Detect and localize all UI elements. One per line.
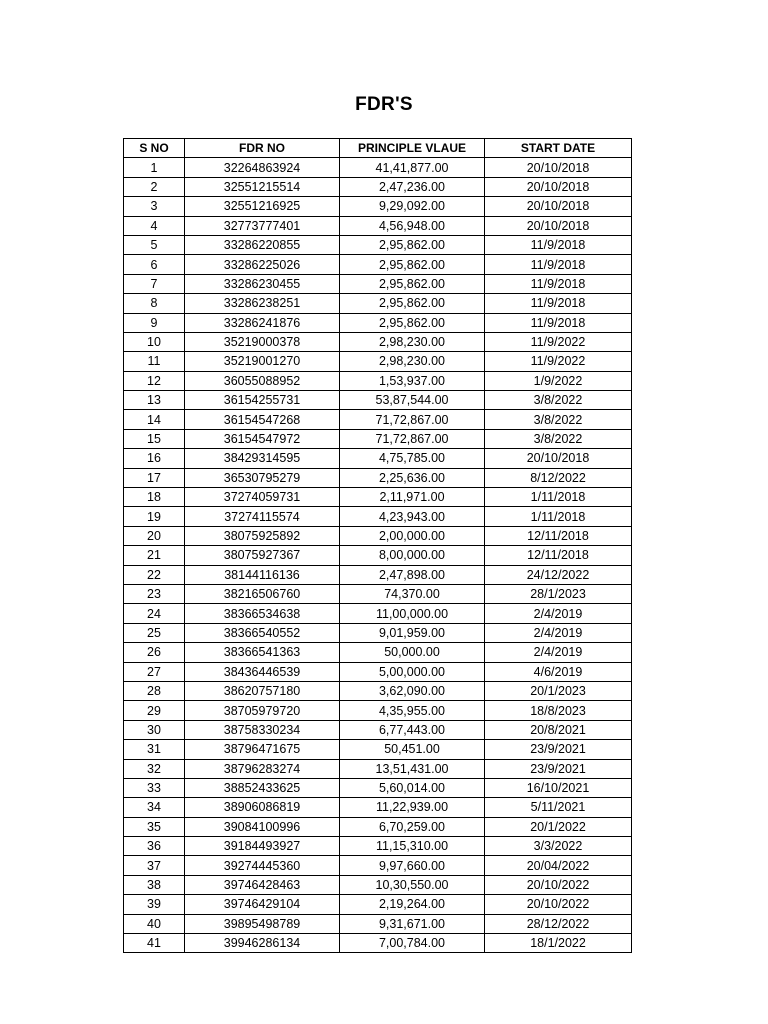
cell-start-date: 3/3/2022 [485,837,632,856]
cell-sno: 27 [124,662,185,681]
cell-start-date: 3/8/2022 [485,429,632,448]
column-header-start-date: START DATE [485,139,632,158]
cell-principle-value: 2,11,971.00 [340,488,485,507]
cell-fdr-no: 38429314595 [185,449,340,468]
table-row [124,740,632,759]
cell-principle-value: 2,95,862.00 [340,294,485,313]
table-row [124,488,632,507]
cell-start-date: 20/10/2022 [485,875,632,894]
table-row [124,449,632,468]
cell-start-date: 24/12/2022 [485,565,632,584]
cell-principle-value: 2,19,264.00 [340,895,485,914]
cell-sno: 28 [124,681,185,700]
cell-start-date: 11/9/2018 [485,294,632,313]
cell-sno: 25 [124,623,185,642]
cell-sno: 21 [124,546,185,565]
cell-start-date: 3/8/2022 [485,391,632,410]
table-row [124,778,632,797]
cell-principle-value: 4,23,943.00 [340,507,485,526]
cell-principle-value: 2,98,230.00 [340,352,485,371]
cell-fdr-no: 38075925892 [185,526,340,545]
cell-start-date: 12/11/2018 [485,526,632,545]
cell-sno: 2 [124,177,185,196]
cell-principle-value: 9,01,959.00 [340,623,485,642]
cell-principle-value: 3,62,090.00 [340,681,485,700]
cell-principle-value: 71,72,867.00 [340,410,485,429]
cell-sno: 32 [124,759,185,778]
table-row [124,856,632,875]
cell-fdr-no: 38906086819 [185,798,340,817]
cell-start-date: 4/6/2019 [485,662,632,681]
cell-sno: 9 [124,313,185,332]
table-row [124,216,632,235]
table-row [124,391,632,410]
table-row [124,526,632,545]
cell-sno: 3 [124,197,185,216]
table-row [124,468,632,487]
cell-start-date: 18/8/2023 [485,701,632,720]
cell-start-date: 20/10/2018 [485,449,632,468]
cell-fdr-no: 39946286134 [185,934,340,953]
table-row [124,895,632,914]
cell-principle-value: 41,41,877.00 [340,158,485,177]
cell-principle-value: 2,47,898.00 [340,565,485,584]
table-row [124,817,632,836]
cell-sno: 36 [124,837,185,856]
cell-start-date: 20/8/2021 [485,720,632,739]
cell-start-date: 1/11/2018 [485,507,632,526]
cell-sno: 12 [124,371,185,390]
cell-start-date: 28/12/2022 [485,914,632,933]
cell-principle-value: 4,56,948.00 [340,216,485,235]
table-body [124,158,632,953]
table-row [124,759,632,778]
table-row [124,546,632,565]
cell-sno: 10 [124,332,185,351]
cell-sno: 35 [124,817,185,836]
cell-principle-value: 10,30,550.00 [340,875,485,894]
cell-principle-value: 5,00,000.00 [340,662,485,681]
cell-fdr-no: 38705979720 [185,701,340,720]
cell-fdr-no: 39746429104 [185,895,340,914]
cell-sno: 38 [124,875,185,894]
table-row [124,565,632,584]
cell-start-date: 20/10/2018 [485,177,632,196]
cell-principle-value: 4,75,785.00 [340,449,485,468]
cell-fdr-no: 33286230455 [185,274,340,293]
cell-fdr-no: 32551215514 [185,177,340,196]
table-row [124,934,632,953]
cell-fdr-no: 39084100996 [185,817,340,836]
cell-sno: 37 [124,856,185,875]
cell-start-date: 8/12/2022 [485,468,632,487]
cell-principle-value: 11,15,310.00 [340,837,485,856]
fdr-table [123,138,632,953]
table-row [124,158,632,177]
cell-principle-value: 11,22,939.00 [340,798,485,817]
cell-fdr-no: 38216506760 [185,584,340,603]
cell-fdr-no: 35219001270 [185,352,340,371]
cell-fdr-no: 33286220855 [185,235,340,254]
table-row [124,681,632,700]
cell-fdr-no: 38436446539 [185,662,340,681]
cell-start-date: 20/10/2018 [485,216,632,235]
cell-sno: 6 [124,255,185,274]
cell-start-date: 2/4/2019 [485,643,632,662]
cell-principle-value: 9,29,092.00 [340,197,485,216]
cell-fdr-no: 36154547972 [185,429,340,448]
cell-principle-value: 4,35,955.00 [340,701,485,720]
cell-start-date: 11/9/2018 [485,255,632,274]
table-row [124,643,632,662]
cell-sno: 4 [124,216,185,235]
cell-sno: 20 [124,526,185,545]
cell-fdr-no: 37274115574 [185,507,340,526]
table-row [124,313,632,332]
table-row [124,294,632,313]
table-row [124,720,632,739]
table-row [124,274,632,293]
cell-sno: 34 [124,798,185,817]
cell-start-date: 28/1/2023 [485,584,632,603]
cell-sno: 41 [124,934,185,953]
table-row [124,429,632,448]
table-row [124,701,632,720]
cell-principle-value: 9,31,671.00 [340,914,485,933]
cell-principle-value: 53,87,544.00 [340,391,485,410]
cell-sno: 15 [124,429,185,448]
cell-sno: 7 [124,274,185,293]
cell-principle-value: 2,95,862.00 [340,255,485,274]
cell-principle-value: 2,00,000.00 [340,526,485,545]
cell-start-date: 23/9/2021 [485,759,632,778]
cell-sno: 14 [124,410,185,429]
table-row [124,507,632,526]
cell-principle-value: 5,60,014.00 [340,778,485,797]
table-row [124,177,632,196]
cell-fdr-no: 37274059731 [185,488,340,507]
cell-principle-value: 7,00,784.00 [340,934,485,953]
cell-fdr-no: 38620757180 [185,681,340,700]
cell-start-date: 20/10/2018 [485,197,632,216]
cell-fdr-no: 38366541363 [185,643,340,662]
table-row [124,798,632,817]
table-row [124,584,632,603]
cell-start-date: 23/9/2021 [485,740,632,759]
cell-principle-value: 74,370.00 [340,584,485,603]
cell-sno: 30 [124,720,185,739]
cell-sno: 22 [124,565,185,584]
cell-sno: 26 [124,643,185,662]
cell-start-date: 20/1/2022 [485,817,632,836]
cell-sno: 17 [124,468,185,487]
cell-start-date: 5/11/2021 [485,798,632,817]
cell-start-date: 3/8/2022 [485,410,632,429]
cell-sno: 39 [124,895,185,914]
table-row [124,837,632,856]
table-row [124,623,632,642]
cell-start-date: 18/1/2022 [485,934,632,953]
cell-sno: 13 [124,391,185,410]
column-header-sno: S NO [124,139,185,158]
table-row [124,197,632,216]
cell-start-date: 20/04/2022 [485,856,632,875]
table-row [124,604,632,623]
cell-fdr-no: 32773777401 [185,216,340,235]
cell-fdr-no: 36154255731 [185,391,340,410]
cell-start-date: 20/1/2023 [485,681,632,700]
cell-principle-value: 13,51,431.00 [340,759,485,778]
cell-fdr-no: 36055088952 [185,371,340,390]
cell-start-date: 11/9/2022 [485,332,632,351]
cell-fdr-no: 33286225026 [185,255,340,274]
cell-principle-value: 2,95,862.00 [340,274,485,293]
cell-sno: 1 [124,158,185,177]
cell-start-date: 11/9/2018 [485,235,632,254]
cell-start-date: 11/9/2018 [485,313,632,332]
cell-principle-value: 2,98,230.00 [340,332,485,351]
cell-fdr-no: 39274445360 [185,856,340,875]
cell-fdr-no: 36154547268 [185,410,340,429]
cell-fdr-no: 39184493927 [185,837,340,856]
cell-sno: 18 [124,488,185,507]
cell-fdr-no: 38144116136 [185,565,340,584]
cell-sno: 5 [124,235,185,254]
table-row [124,235,632,254]
cell-start-date: 1/11/2018 [485,488,632,507]
cell-principle-value: 2,47,236.00 [340,177,485,196]
table-row [124,352,632,371]
cell-start-date: 2/4/2019 [485,604,632,623]
column-header-fdr-no: FDR NO [185,139,340,158]
table-row [124,662,632,681]
cell-sno: 23 [124,584,185,603]
cell-fdr-no: 38758330234 [185,720,340,739]
cell-fdr-no: 36530795279 [185,468,340,487]
cell-fdr-no: 32264863924 [185,158,340,177]
cell-principle-value: 8,00,000.00 [340,546,485,565]
table-row [124,371,632,390]
cell-fdr-no: 38796283274 [185,759,340,778]
cell-sno: 31 [124,740,185,759]
table-row [124,410,632,429]
cell-start-date: 11/9/2018 [485,274,632,293]
cell-start-date: 1/9/2022 [485,371,632,390]
cell-start-date: 12/11/2018 [485,546,632,565]
cell-sno: 8 [124,294,185,313]
header-row [124,139,632,158]
cell-principle-value: 11,00,000.00 [340,604,485,623]
column-header-principle-value: PRINCIPLE VLAUE [340,139,485,158]
cell-principle-value: 6,77,443.00 [340,720,485,739]
cell-principle-value: 2,95,862.00 [340,313,485,332]
table-row [124,332,632,351]
cell-start-date: 20/10/2022 [485,895,632,914]
cell-sno: 33 [124,778,185,797]
cell-principle-value: 2,95,862.00 [340,235,485,254]
cell-fdr-no: 33286238251 [185,294,340,313]
cell-principle-value: 71,72,867.00 [340,429,485,448]
cell-fdr-no: 39895498789 [185,914,340,933]
table-header [124,139,632,158]
table-row [124,255,632,274]
cell-principle-value: 9,97,660.00 [340,856,485,875]
cell-fdr-no: 38852433625 [185,778,340,797]
cell-fdr-no: 38366540552 [185,623,340,642]
page-title: FDR'S [355,94,413,115]
cell-principle-value: 50,000.00 [340,643,485,662]
table-row [124,875,632,894]
cell-sno: 16 [124,449,185,468]
cell-fdr-no: 35219000378 [185,332,340,351]
cell-sno: 29 [124,701,185,720]
cell-start-date: 16/10/2021 [485,778,632,797]
cell-sno: 19 [124,507,185,526]
cell-sno: 40 [124,914,185,933]
table-row [124,914,632,933]
cell-principle-value: 6,70,259.00 [340,817,485,836]
cell-fdr-no: 32551216925 [185,197,340,216]
cell-fdr-no: 33286241876 [185,313,340,332]
cell-sno: 11 [124,352,185,371]
cell-start-date: 20/10/2018 [485,158,632,177]
cell-fdr-no: 38796471675 [185,740,340,759]
cell-fdr-no: 39746428463 [185,875,340,894]
cell-principle-value: 2,25,636.00 [340,468,485,487]
cell-fdr-no: 38366534638 [185,604,340,623]
cell-start-date: 2/4/2019 [485,623,632,642]
cell-principle-value: 1,53,937.00 [340,371,485,390]
cell-start-date: 11/9/2022 [485,352,632,371]
cell-sno: 24 [124,604,185,623]
cell-principle-value: 50,451.00 [340,740,485,759]
cell-fdr-no: 38075927367 [185,546,340,565]
